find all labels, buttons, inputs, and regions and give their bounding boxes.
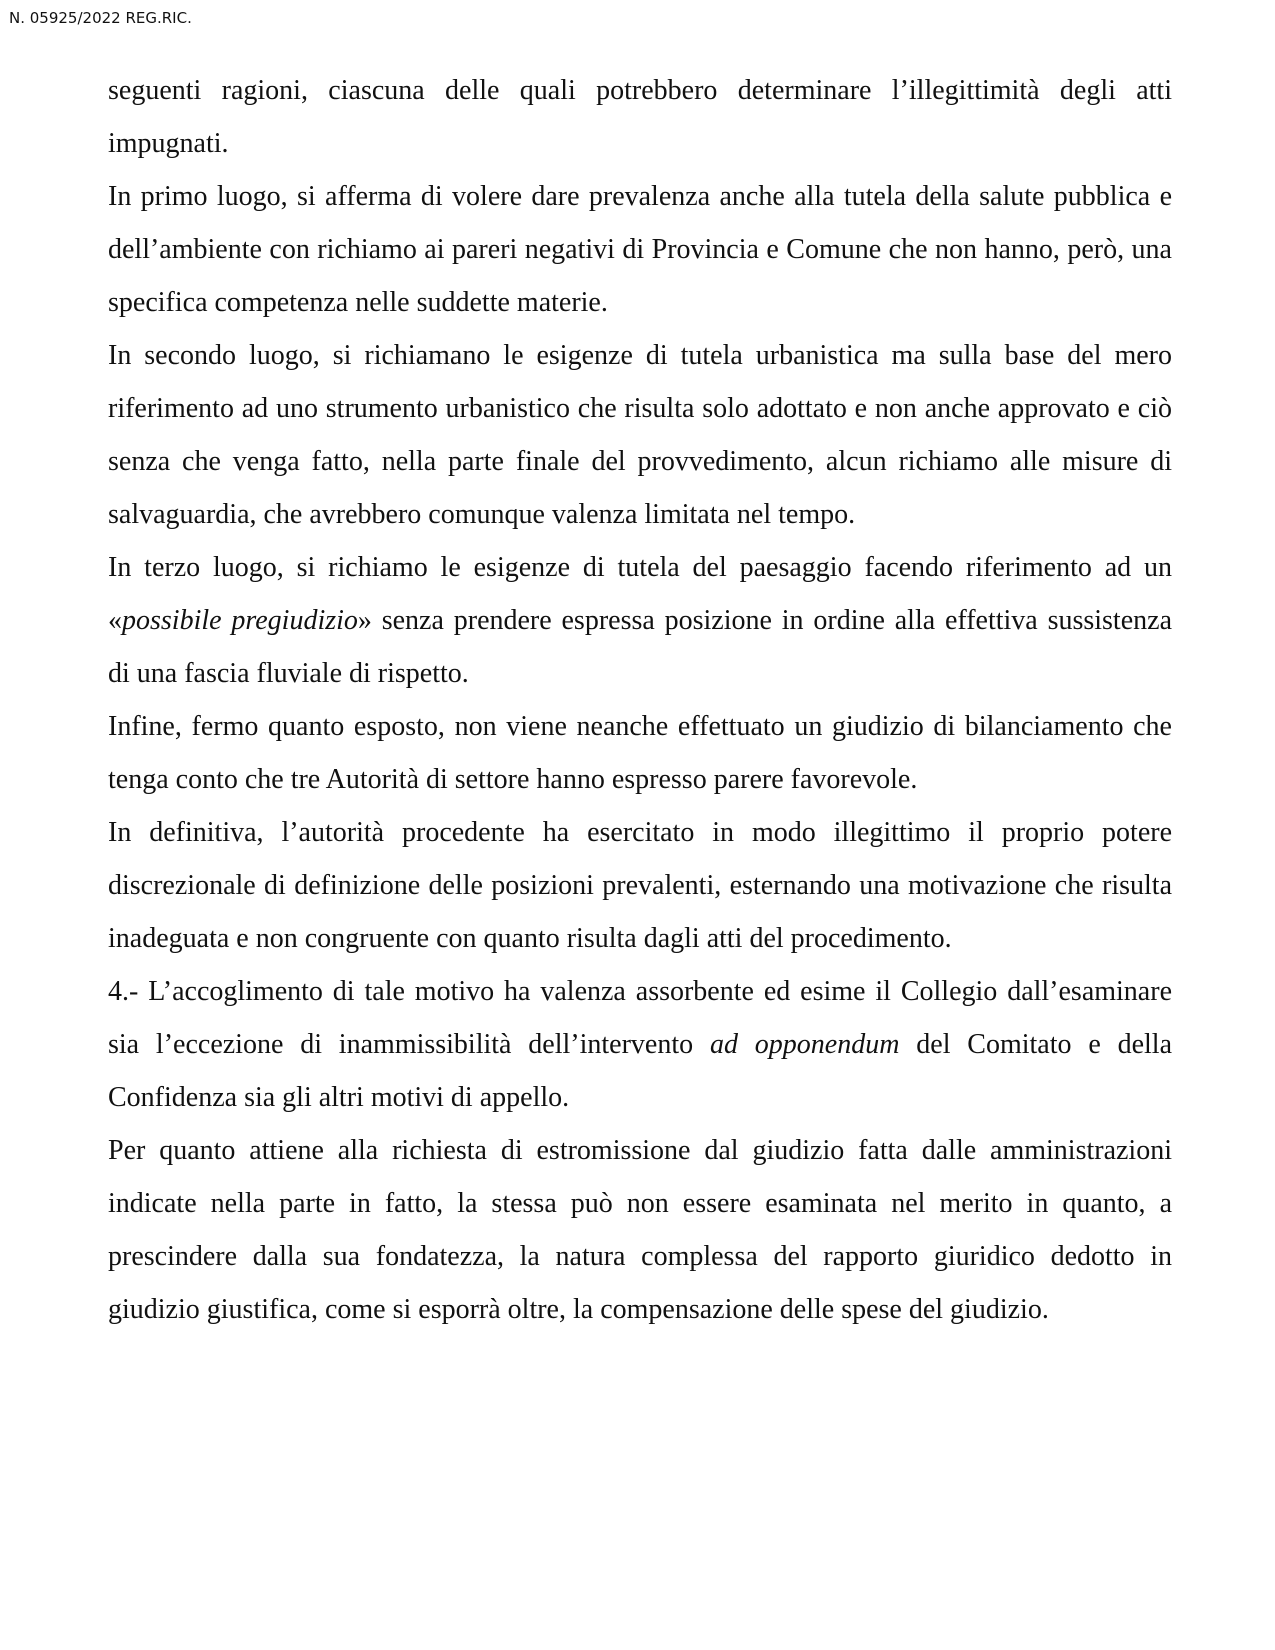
paragraph-2: In primo luogo, si afferma di volere dare prevalenza anche alla tutela della salute pubblica e dell’ambiente con richiamo ai pareri negativi di Provincia e Comune che non hanno, però, una specifica competenza nelle suddette materie.	[108, 181, 1172, 318]
paragraph-7-text-before: 4.- L’accoglimento di tale motivo ha valenza assorbente ed esime il Collegio dall’esaminare sia l’eccezione di inammissibilità dell’intervento	[108, 976, 1172, 1060]
paragraph-7	[108, 965, 1172, 1124]
paragraph-4-text-before: In terzo luogo, si richiamo le esigenze di tutela del paesaggio facendo riferimento ad un «	[108, 552, 1172, 636]
paragraph-7-italic-term: ad opponendum	[709, 1029, 900, 1060]
paragraph-4-italic-quote: possibile pregiudizio	[122, 605, 358, 636]
paragraph-5: Infine, fermo quanto esposto, non viene neanche effettuato un giudizio di bilanciamento che tenga conto che tre Autorità di settore hanno espresso parere favorevole.	[108, 711, 1172, 795]
paragraph-7-text-after: del Comitato e della Confidenza sia gli altri motivi di appello.	[108, 1029, 1173, 1113]
paragraph-8: Per quanto attiene alla richiesta di estromissione dal giudizio fatta dalle amministrazioni indicate nella parte in fatto, la stessa può non essere esaminata nel merito in quanto, a prescindere dalla sua fondatezza, la natura complessa del rapporto giuridico dedotto in giudizio giustifica, come si esporrà oltre, la compensazione delle spese del giudizio.	[108, 1135, 1172, 1325]
document-body	[108, 64, 1172, 1336]
paragraph-4-text-after: » senza prendere espressa posizione in ordine alla effettiva sussistenza di una fascia fluviale di rispetto.	[108, 605, 1172, 689]
paragraph-1: seguenti ragioni, ciascuna delle quali potrebbero determinare l’illegittimità degli atti impugnati.	[108, 75, 1172, 159]
case-reference-number: N. 05925/2022 REG.RIC.	[9, 9, 192, 27]
paragraph-4	[108, 541, 1172, 700]
paragraph-3: In secondo luogo, si richiamano le esigenze di tutela urbanistica ma sulla base del mero riferimento ad uno strumento urbanistico che risulta solo adottato e non anche approvato e ciò senza che venga fatto, nella parte finale del provvedimento, alcun richiamo alle misure di salvaguardia, che avrebbero comunque valenza limitata nel tempo.	[108, 340, 1172, 530]
paragraph-6: In definitiva, l’autorità procedente ha esercitato in modo illegittimo il proprio potere discrezionale di definizione delle posizioni prevalenti, esternando una motivazione che risulta inadeguata e non congruente con quanto risulta dagli atti del procedimento.	[108, 817, 1172, 954]
